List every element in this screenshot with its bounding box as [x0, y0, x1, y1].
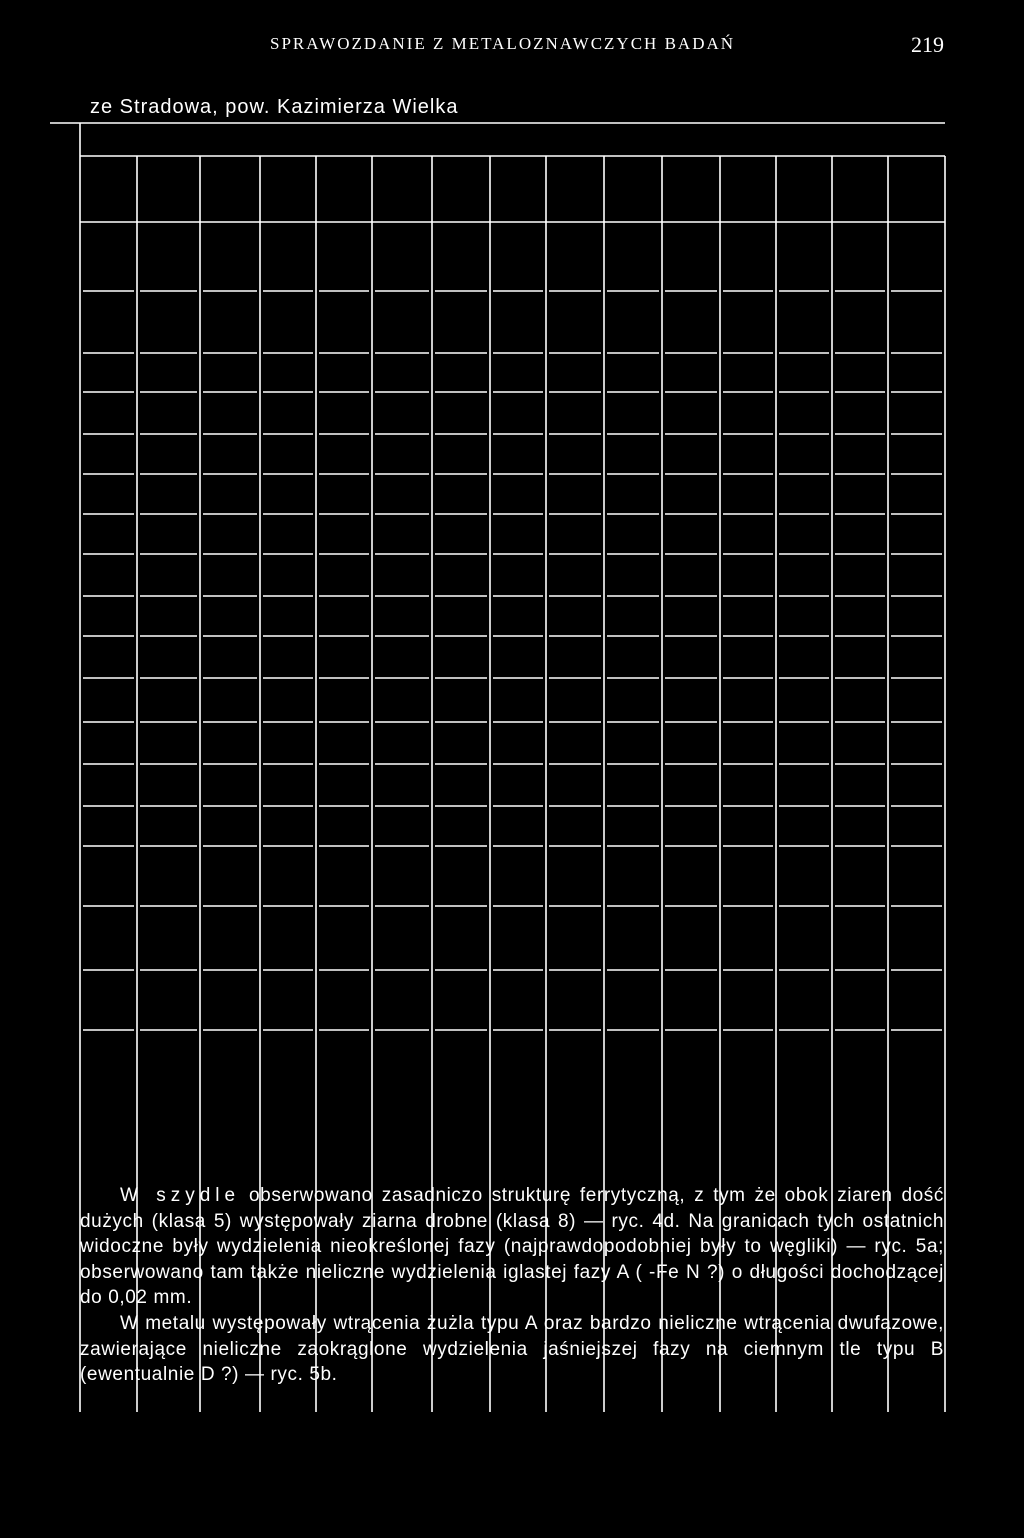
paragraph-1-body: obserwowano zasadniczo strukturę ferrytyczną, z tym że obok ziaren dość dużych (klasa 5) występowały ziarna drobne (klasa 8) — ryc. 4d. Na granicach tych ostatnich widoczne były wydzielenia nieokreślonej fazy (najprawdopodobniej były to węgliki) — ryc. 5a; obserwowano tam także nieliczne wydzielenia iglastej fazy A ( -Fe N ?) o długości dochodzącej do 0,02 mm. — [80, 1185, 944, 1309]
page-number: 219 — [911, 32, 944, 57]
table-caption: ze Stradowa, pow. Kazimierza Wielka — [90, 96, 459, 118]
paragraph-1-lead: W szydle — [120, 1185, 241, 1206]
body-text — [80, 1183, 944, 1388]
running-title: SPRAWOZDANIE Z METALOZNAWCZYCH BADAŃ — [270, 34, 736, 53]
paragraph-1 — [80, 1183, 944, 1311]
paragraph-2: W metalu występowały wtrącenia żużla typu A oraz bardzo nieliczne wtrącenia dwufazowe, zawierające nieliczne zaokrąglone wydzielenia jaśniejszej fazy na ciemnym tle typu B (ewentualnie D ?) — ryc. 5b. — [80, 1312, 944, 1386]
